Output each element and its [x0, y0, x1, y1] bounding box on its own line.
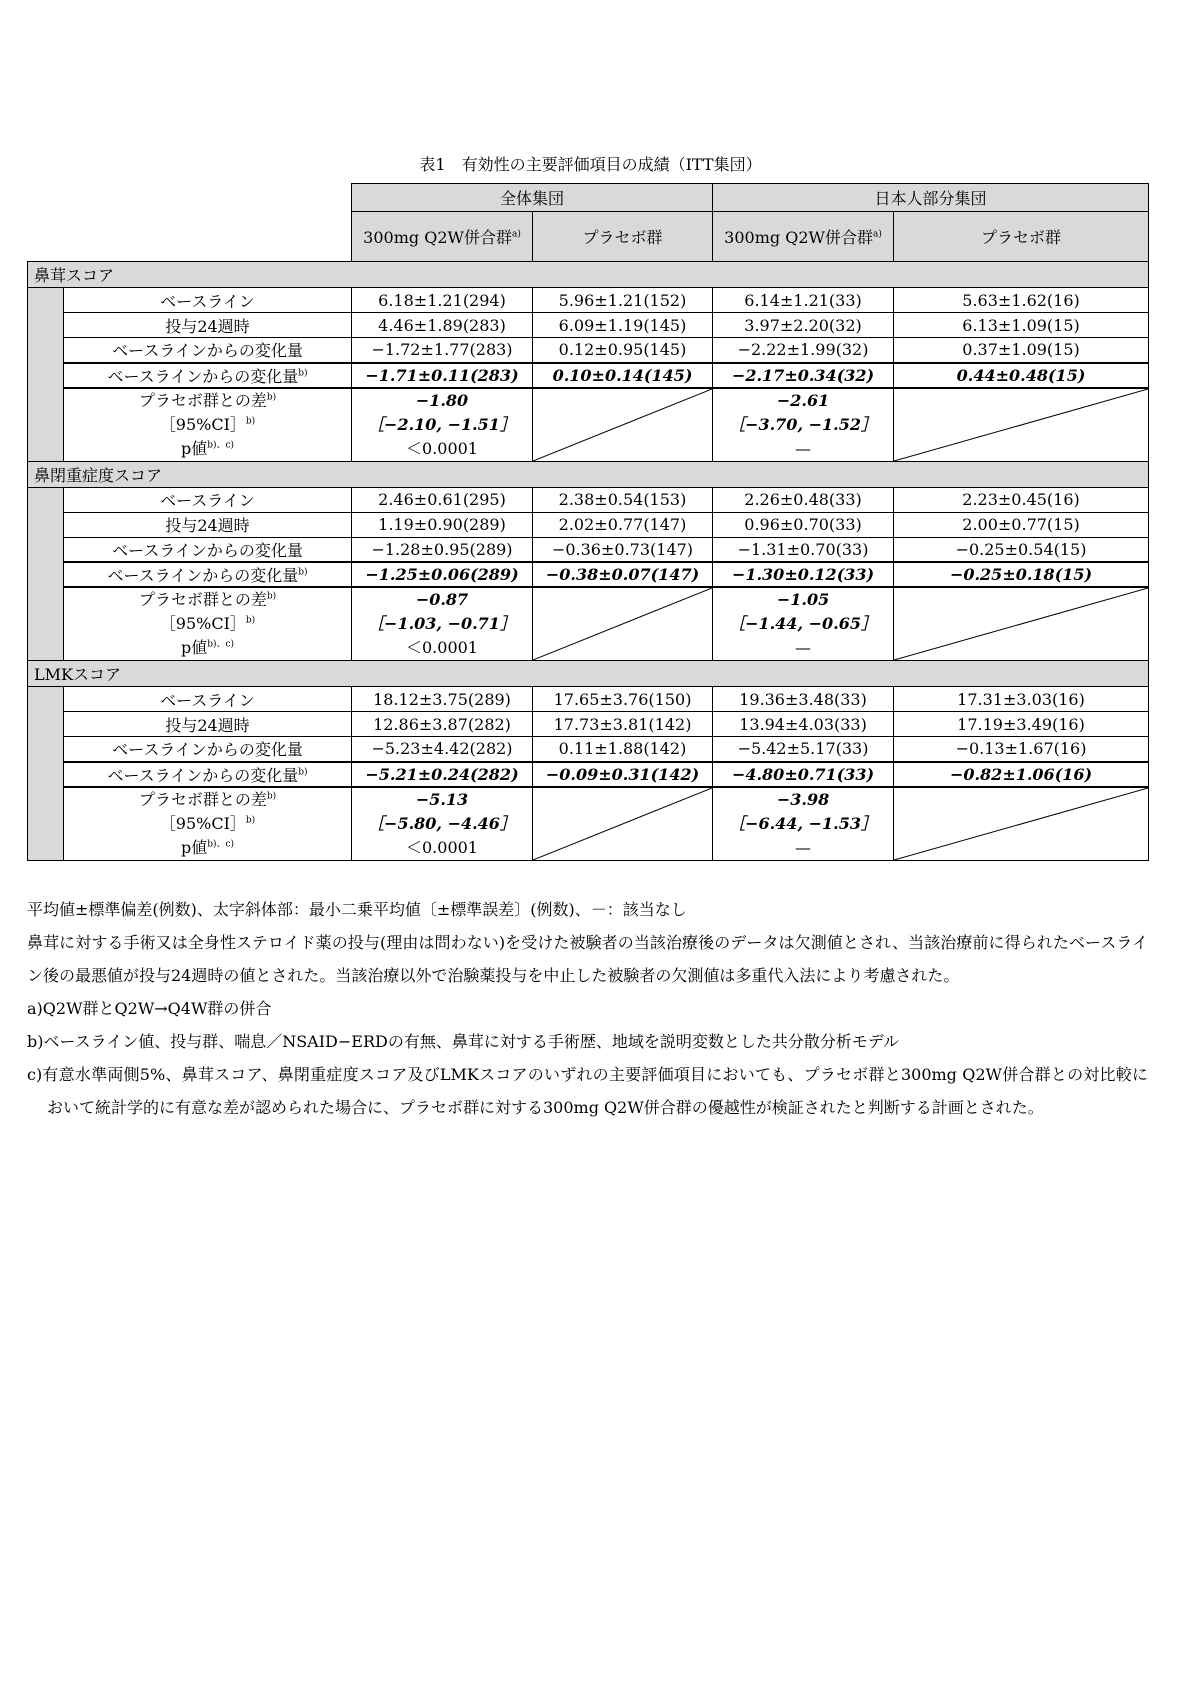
not-applicable-cell	[533, 388, 713, 462]
value-cell: 2.23±0.45(16)	[894, 487, 1149, 512]
row-change-ls	[28, 562, 1149, 587]
row-difference	[28, 587, 1149, 661]
value-cell: 2.46±0.61(295)	[352, 487, 533, 512]
missing-data-note: 鼻茸に対する手術又は全身性ステロイド薬の投与(理由は問わない)を受けた被験者の当該治療後のデータは欠測値とされ、当該治療前に得られたベースライン後の最悪値が投与24週時の値とされた。当該治療以外で治験薬投与を中止した被験者の欠測値は多重代入法により考慮された。	[27, 933, 1148, 985]
header-300mg-jp: 300mg Q2W併合群$^{a)}$	[713, 212, 894, 262]
efficacy-results-table	[27, 183, 1149, 861]
value-cell: 6.14±1.21(33)	[713, 288, 894, 313]
value-cell: −0.09±0.31(142)	[533, 762, 713, 787]
row-label: ベースラインからの変化量$^{b)}$	[64, 562, 352, 587]
not-applicable-cell	[894, 587, 1149, 661]
section-rail	[28, 288, 64, 462]
value-cell: 1.19±0.90(289)	[352, 512, 533, 537]
value-cell: 6.09±1.19(145)	[533, 313, 713, 338]
value-cell: 19.36±3.48(33)	[713, 687, 894, 712]
not-applicable-cell	[533, 787, 713, 861]
value-cell: −1.28±0.95(289)	[352, 537, 533, 562]
section-header	[28, 262, 1149, 288]
value-cell: −1.72±1.77(283)	[352, 338, 533, 363]
section-title: LMKスコア	[28, 661, 1149, 687]
value-cell: 0.12±0.95(145)	[533, 338, 713, 363]
row-difference	[28, 787, 1149, 861]
row-label: 投与24週時	[64, 512, 352, 537]
table-caption: 表1 有効性の主要評価項目の成績（ITT集団）	[419, 155, 762, 174]
difference-cell-jp: −3.98 ［−6.44, −1.53］ —	[713, 787, 894, 861]
section-header	[28, 461, 1149, 487]
not-applicable-cell	[894, 388, 1149, 462]
value-cell: −0.25±0.54(15)	[894, 537, 1149, 562]
header-group-jp: 日本人部分集団	[713, 184, 1149, 212]
section-title: 鼻閉重症度スコア	[28, 461, 1149, 487]
value-cell: 5.63±1.62(16)	[894, 288, 1149, 313]
value-cell: 6.13±1.09(15)	[894, 313, 1149, 338]
value-cell: 4.46±1.89(283)	[352, 313, 533, 338]
section-title: 鼻茸スコア	[28, 262, 1149, 288]
footnote-c: c)有意水準両側5%、鼻茸スコア、鼻閉重症度スコア及びLMKスコアのいずれの主要評価項目においても、プラセボ群と300mg Q2W併合群との対比較において統計学的に有意な差が認められた場合に、プラセボ群に対する300mg Q2W併合群の優越性が検証されたと判断する計画とされた。	[27, 1065, 1148, 1117]
legend-note: 平均値±標準偏差(例数)、太字斜体部：最小二乗平均値〔±標準誤差〕(例数)、－：該当なし	[27, 900, 687, 919]
row-label-difference: プラセボ群との差$^{b)}$ ［95%CI］$^{b)}$ p値$^{b)、c)}$	[64, 587, 352, 661]
row-baseline	[28, 288, 1149, 313]
value-cell: −1.30±0.12(33)	[713, 562, 894, 587]
value-cell: 5.96±1.21(152)	[533, 288, 713, 313]
row-week24	[28, 512, 1149, 537]
row-label-difference: プラセボ群との差$^{b)}$ ［95%CI］$^{b)}$ p値$^{b)、c)}$	[64, 388, 352, 462]
value-cell: 0.10±0.14(145)	[533, 363, 713, 388]
value-cell: −5.42±5.17(33)	[713, 737, 894, 762]
value-cell: −2.17±0.34(32)	[713, 363, 894, 388]
value-cell: 17.73±3.81(142)	[533, 712, 713, 737]
value-cell: 0.96±0.70(33)	[713, 512, 894, 537]
value-cell: 17.31±3.03(16)	[894, 687, 1149, 712]
row-baseline	[28, 687, 1149, 712]
value-cell: −1.71±0.11(283)	[352, 363, 533, 388]
value-cell: −1.31±0.70(33)	[713, 537, 894, 562]
row-change-ls	[28, 363, 1149, 388]
value-cell: 6.18±1.21(294)	[352, 288, 533, 313]
difference-cell-all: −1.80 ［−2.10, −1.51］ ＜0.0001	[352, 388, 533, 462]
value-cell: 17.19±3.49(16)	[894, 712, 1149, 737]
row-label: 投与24週時	[64, 712, 352, 737]
value-cell: −0.82±1.06(16)	[894, 762, 1149, 787]
value-cell: −5.21±0.24(282)	[352, 762, 533, 787]
value-cell: 0.37±1.09(15)	[894, 338, 1149, 363]
section-rail	[28, 487, 64, 661]
row-change	[28, 737, 1149, 762]
row-label-difference: プラセボ群との差$^{b)}$ ［95%CI］$^{b)}$ p値$^{b)、c)}$	[64, 787, 352, 861]
row-difference	[28, 388, 1149, 462]
value-cell: 12.86±3.87(282)	[352, 712, 533, 737]
row-label: ベースラインからの変化量$^{b)}$	[64, 762, 352, 787]
row-change	[28, 338, 1149, 363]
row-label: ベースライン	[64, 687, 352, 712]
row-change-ls	[28, 762, 1149, 787]
value-cell: −4.80±0.71(33)	[713, 762, 894, 787]
value-cell: −0.25±0.18(15)	[894, 562, 1149, 587]
value-cell: 2.00±0.77(15)	[894, 512, 1149, 537]
footnote-b: b)ベースライン値、投与群、喘息／NSAID−ERDの有無、鼻茸に対する手術歴、地域を説明変数とした共分散分析モデル	[27, 1032, 900, 1051]
row-label: ベースラインからの変化量	[64, 537, 352, 562]
header-300mg-all: 300mg Q2W併合群$^{a)}$	[352, 212, 533, 262]
value-cell: 13.94±4.03(33)	[713, 712, 894, 737]
value-cell: −0.38±0.07(147)	[533, 562, 713, 587]
difference-cell-jp: −2.61 ［−3.70, −1.52］ —	[713, 388, 894, 462]
value-cell: −1.25±0.06(289)	[352, 562, 533, 587]
difference-cell-all: −5.13 ［−5.80, −4.46］ ＜0.0001	[352, 787, 533, 861]
value-cell: −0.13±1.67(16)	[894, 737, 1149, 762]
value-cell: −0.36±0.73(147)	[533, 537, 713, 562]
value-cell: 2.38±0.54(153)	[533, 487, 713, 512]
value-cell: −5.23±4.42(282)	[352, 737, 533, 762]
section-rail	[28, 687, 64, 861]
footnote-a: a)Q2W群とQ2W→Q4W群の併合	[27, 999, 272, 1018]
not-applicable-cell	[533, 587, 713, 661]
header-placebo-all: プラセボ群	[533, 212, 713, 262]
row-label: ベースラインからの変化量	[64, 338, 352, 363]
row-week24	[28, 712, 1149, 737]
row-label: ベースライン	[64, 487, 352, 512]
difference-cell-jp: −1.05 ［−1.44, −0.65］ —	[713, 587, 894, 661]
row-week24	[28, 313, 1149, 338]
row-label: ベースライン	[64, 288, 352, 313]
value-cell: 0.11±1.88(142)	[533, 737, 713, 762]
row-label: 投与24週時	[64, 313, 352, 338]
value-cell: 0.44±0.48(15)	[894, 363, 1149, 388]
header-placebo-jp: プラセボ群	[894, 212, 1149, 262]
footnotes	[27, 893, 1148, 1124]
row-label: ベースラインからの変化量	[64, 737, 352, 762]
row-label: ベースラインからの変化量$^{b)}$	[64, 363, 352, 388]
header-group-all: 全体集団	[352, 184, 713, 212]
row-baseline	[28, 487, 1149, 512]
value-cell: 17.65±3.76(150)	[533, 687, 713, 712]
value-cell: 2.26±0.48(33)	[713, 487, 894, 512]
difference-cell-all: −0.87 ［−1.03, −0.71］ ＜0.0001	[352, 587, 533, 661]
section-header	[28, 661, 1149, 687]
value-cell: 18.12±3.75(289)	[352, 687, 533, 712]
value-cell: 2.02±0.77(147)	[533, 512, 713, 537]
value-cell: −2.22±1.99(32)	[713, 338, 894, 363]
not-applicable-cell	[894, 787, 1149, 861]
row-change	[28, 537, 1149, 562]
value-cell: 3.97±2.20(32)	[713, 313, 894, 338]
